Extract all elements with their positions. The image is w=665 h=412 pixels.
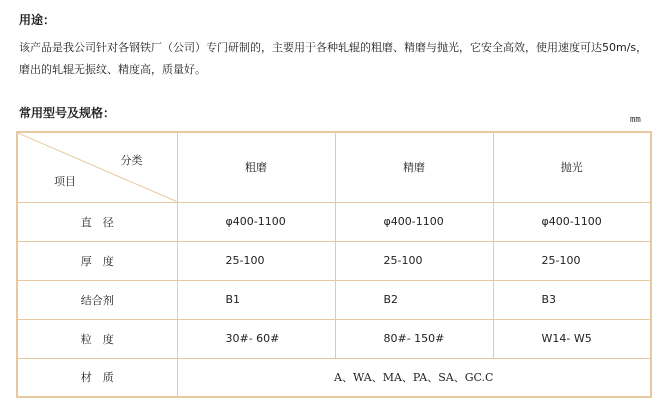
table-row	[17, 358, 651, 397]
unit-label: mm	[630, 115, 641, 125]
column-header-rough: 粗磨	[177, 132, 335, 202]
table-cell: 80#- 150#	[335, 319, 493, 358]
table-cell: φ400-1100	[177, 202, 335, 241]
diagonal-line	[18, 133, 177, 202]
diagonal-header-cell	[17, 132, 177, 202]
table-cell: W14- W5	[493, 319, 651, 358]
table-cell: B2	[335, 280, 493, 319]
table-cell: φ400-1100	[493, 202, 651, 241]
spec-table	[16, 131, 652, 398]
category-label: 分类	[120, 154, 143, 167]
table-cell: φ400-1100	[335, 202, 493, 241]
table-row	[17, 241, 651, 280]
table-header-row	[17, 132, 651, 202]
table-row	[17, 319, 651, 358]
table-cell: 25-100	[335, 241, 493, 280]
usage-description: 该产品是我公司针对各钢铁厂（公司）专门研制的，主要用于各种轧辊的粗磨、精磨与抛光，它安全高效，使用速度可达50m/s，磨出的轧辊无振纹、精度高，质量好。	[19, 41, 648, 76]
table-row	[17, 280, 651, 319]
table-cell: B1	[177, 280, 335, 319]
row-label-grit: 粒 度	[17, 319, 177, 358]
table-cell: 30#- 60#	[177, 319, 335, 358]
usage-heading: 用途：	[19, 13, 56, 27]
material-value: A、WA、MA、PA、SA、GC.C	[177, 358, 651, 397]
table-cell: 25-100	[493, 241, 651, 280]
specs-heading: 常用型号及规格：	[19, 106, 116, 120]
row-label-thickness: 厚 度	[17, 241, 177, 280]
table-cell: B3	[493, 280, 651, 319]
table-cell: 25-100	[177, 241, 335, 280]
column-header-fine: 精磨	[335, 132, 493, 202]
table-row	[17, 202, 651, 241]
row-label-material: 材 质	[17, 358, 177, 397]
row-label-bond: 结合剂	[17, 280, 177, 319]
column-header-polish: 抛光	[493, 132, 651, 202]
item-label: 项目	[54, 175, 76, 188]
row-label-diameter: 直 径	[17, 202, 177, 241]
